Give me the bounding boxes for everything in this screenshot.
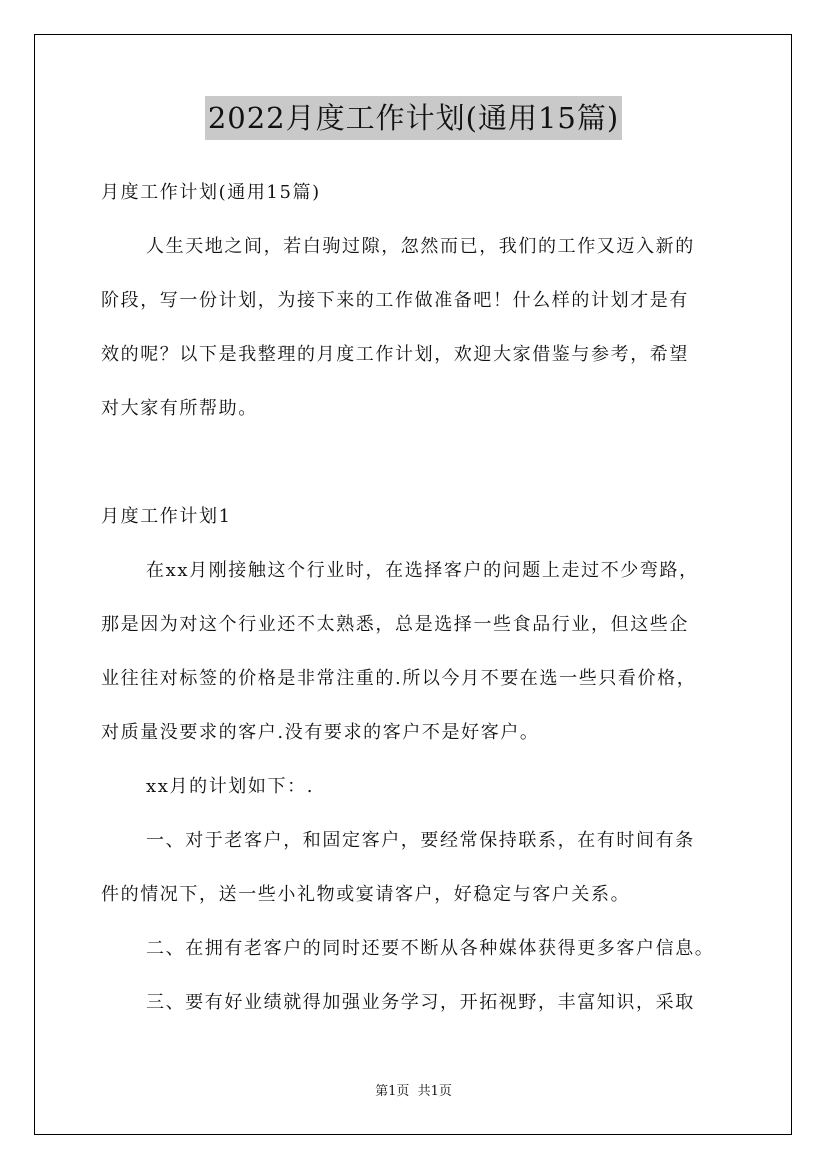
body-line-2: 那是因为对这个行业还不太熟悉，总是选择一些食品行业，但这些企: [101, 614, 689, 635]
body-line-4: 对质量没要求的客户.没有要求的客户不是好客户。: [101, 722, 540, 743]
document-body: [101, 166, 731, 1030]
blank-line: [101, 436, 731, 490]
intro-line-2: 阶段，写一份计划，为接下来的工作做准备吧！什么样的计划才是有: [101, 290, 689, 311]
intro-line-4: 对大家有所帮助。: [101, 398, 258, 419]
subtitle-line: 月度工作计划(通用15篇): [101, 182, 321, 203]
plan-item-3-line: 三、要有好业绩就得加强业务学习，开拓视野，丰富知识，采取: [146, 992, 695, 1013]
plan-intro-line: xx月的计划如下：.: [146, 776, 315, 797]
intro-line-1: 人生天地之间，若白驹过隙，忽然而已，我们的工作又迈入新的: [146, 236, 695, 257]
intro-line-3: 效的呢？以下是我整理的月度工作计划，欢迎大家借鉴与参考，希望: [101, 344, 689, 365]
plan-item-1-line-1: 一、对于老客户，和固定客户，要经常保持联系，在有时间有条: [146, 830, 695, 851]
title-container: [0, 96, 827, 140]
body-line-3: 业往往对标签的价格是非常注重的.所以今月不要在选一些只看价格，: [101, 668, 697, 689]
section-heading: 月度工作计划1: [101, 506, 232, 527]
plan-item-2-line: 二、在拥有老客户的同时还要不断从各种媒体获得更多客户信息。: [146, 938, 715, 959]
document-title: 2022月度工作计划(通用15篇): [205, 96, 622, 140]
body-line-1: 在xx月刚接触这个行业时，在选择客户的问题上走过不少弯路，: [146, 560, 699, 581]
plan-item-1-line-2: 件的情况下，送一些小礼物或宴请客户，好稳定与客户关系。: [101, 884, 631, 905]
page-footer: 第1页 共1页: [375, 1084, 452, 1099]
